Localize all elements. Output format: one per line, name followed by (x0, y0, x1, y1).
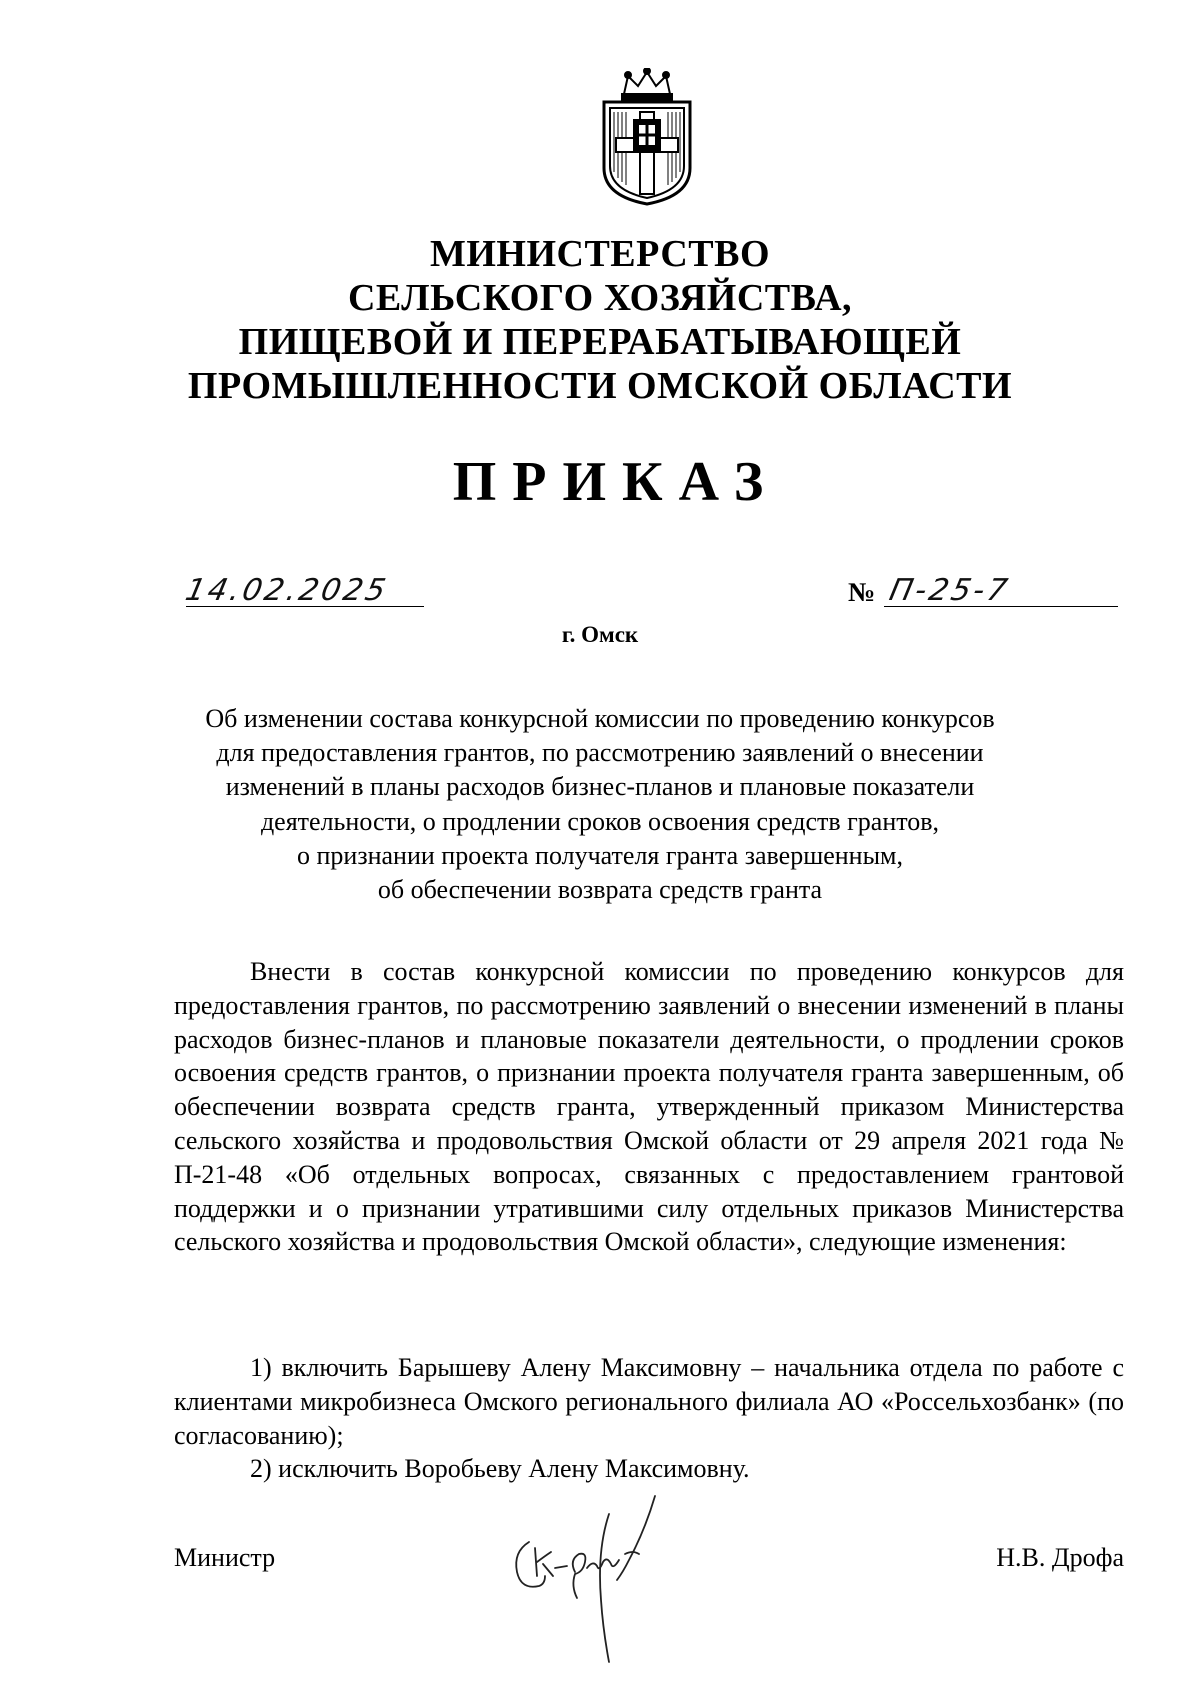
signatory-position: Министр (174, 1543, 276, 1572)
subject-line: об обеспечении возврата средств гранта (377, 875, 823, 905)
list-item: 2) исключить Воробьеву Алену Максимовну. (250, 1454, 750, 1484)
ministry-line: МИНИСТЕРСТВО (429, 233, 771, 275)
city: г. Омск (561, 622, 639, 647)
ministry-line: СЕЛЬСКОГО ХОЗЯЙСТВА, (347, 277, 853, 319)
subject-line: деятельности, о продлении сроков освоения средств грантов, (260, 806, 940, 836)
changes-list (174, 1351, 1124, 1486)
body-paragraph: Внести в состав конкурсной комиссии по проведению конкурсов для предоставления грантов, по рассмотрению заявлений о внесении изменений в планы расходов бизнес-планов и плановые показатели деятельности, о продлении сроков освоения средств грантов, о признании проекта получателя гранта завершенным, об обеспечении возврата средств гранта, утвержденный приказом Министерства сельского хозяйства и продовольствия Омской области от 29 апреля 2021 года № П-21-48 «Об отдельных вопросах, связанных с предоставлением грантовой поддержки и о признании утратившими силу отдельных приказов Министерства сельского хозяйства и продовольствия Омской области», следующие изменения: (174, 957, 1124, 1257)
ministry-name (150, 232, 1050, 408)
subject-line: для предоставления грантов, по рассмотрению заявлений о внесении (216, 738, 984, 768)
date-field (182, 562, 424, 608)
signature-icon (505, 1490, 725, 1670)
order-subject (150, 702, 1050, 907)
number-field (884, 562, 1118, 607)
order-date: 14.02.2025 (182, 573, 392, 608)
subject-line: о признании проекта получателя гранта завершенным, (296, 840, 904, 870)
document-type-title: ПРИКАЗ (452, 451, 780, 513)
list-item: 1) включить Барышеву Алену Максимовну – начальника отдела по работе с клиентами микробизнеса Омского регионального филиала АО «Россельхозбанк» (по согласованию); (174, 1353, 1124, 1450)
ministry-line: ПРОМЫШЛЕННОСТИ ОМСКОЙ ОБЛАСТИ (187, 365, 1013, 407)
subject-line: изменений в планы расходов бизнес-планов и плановые показатели (225, 772, 975, 802)
ministry-line: ПИЩЕВОЙ И ПЕРЕРАБАТЫВАЮЩЕЙ (238, 321, 962, 363)
order-number: П-25-7 (886, 573, 1014, 608)
signatory-name: Н.В. Дрофа (996, 1543, 1124, 1572)
coat-of-arms-icon (596, 68, 698, 206)
subject-line: Об изменении состава конкурсной комиссии по проведению конкурсов (205, 704, 995, 733)
number-label: № (848, 577, 876, 607)
